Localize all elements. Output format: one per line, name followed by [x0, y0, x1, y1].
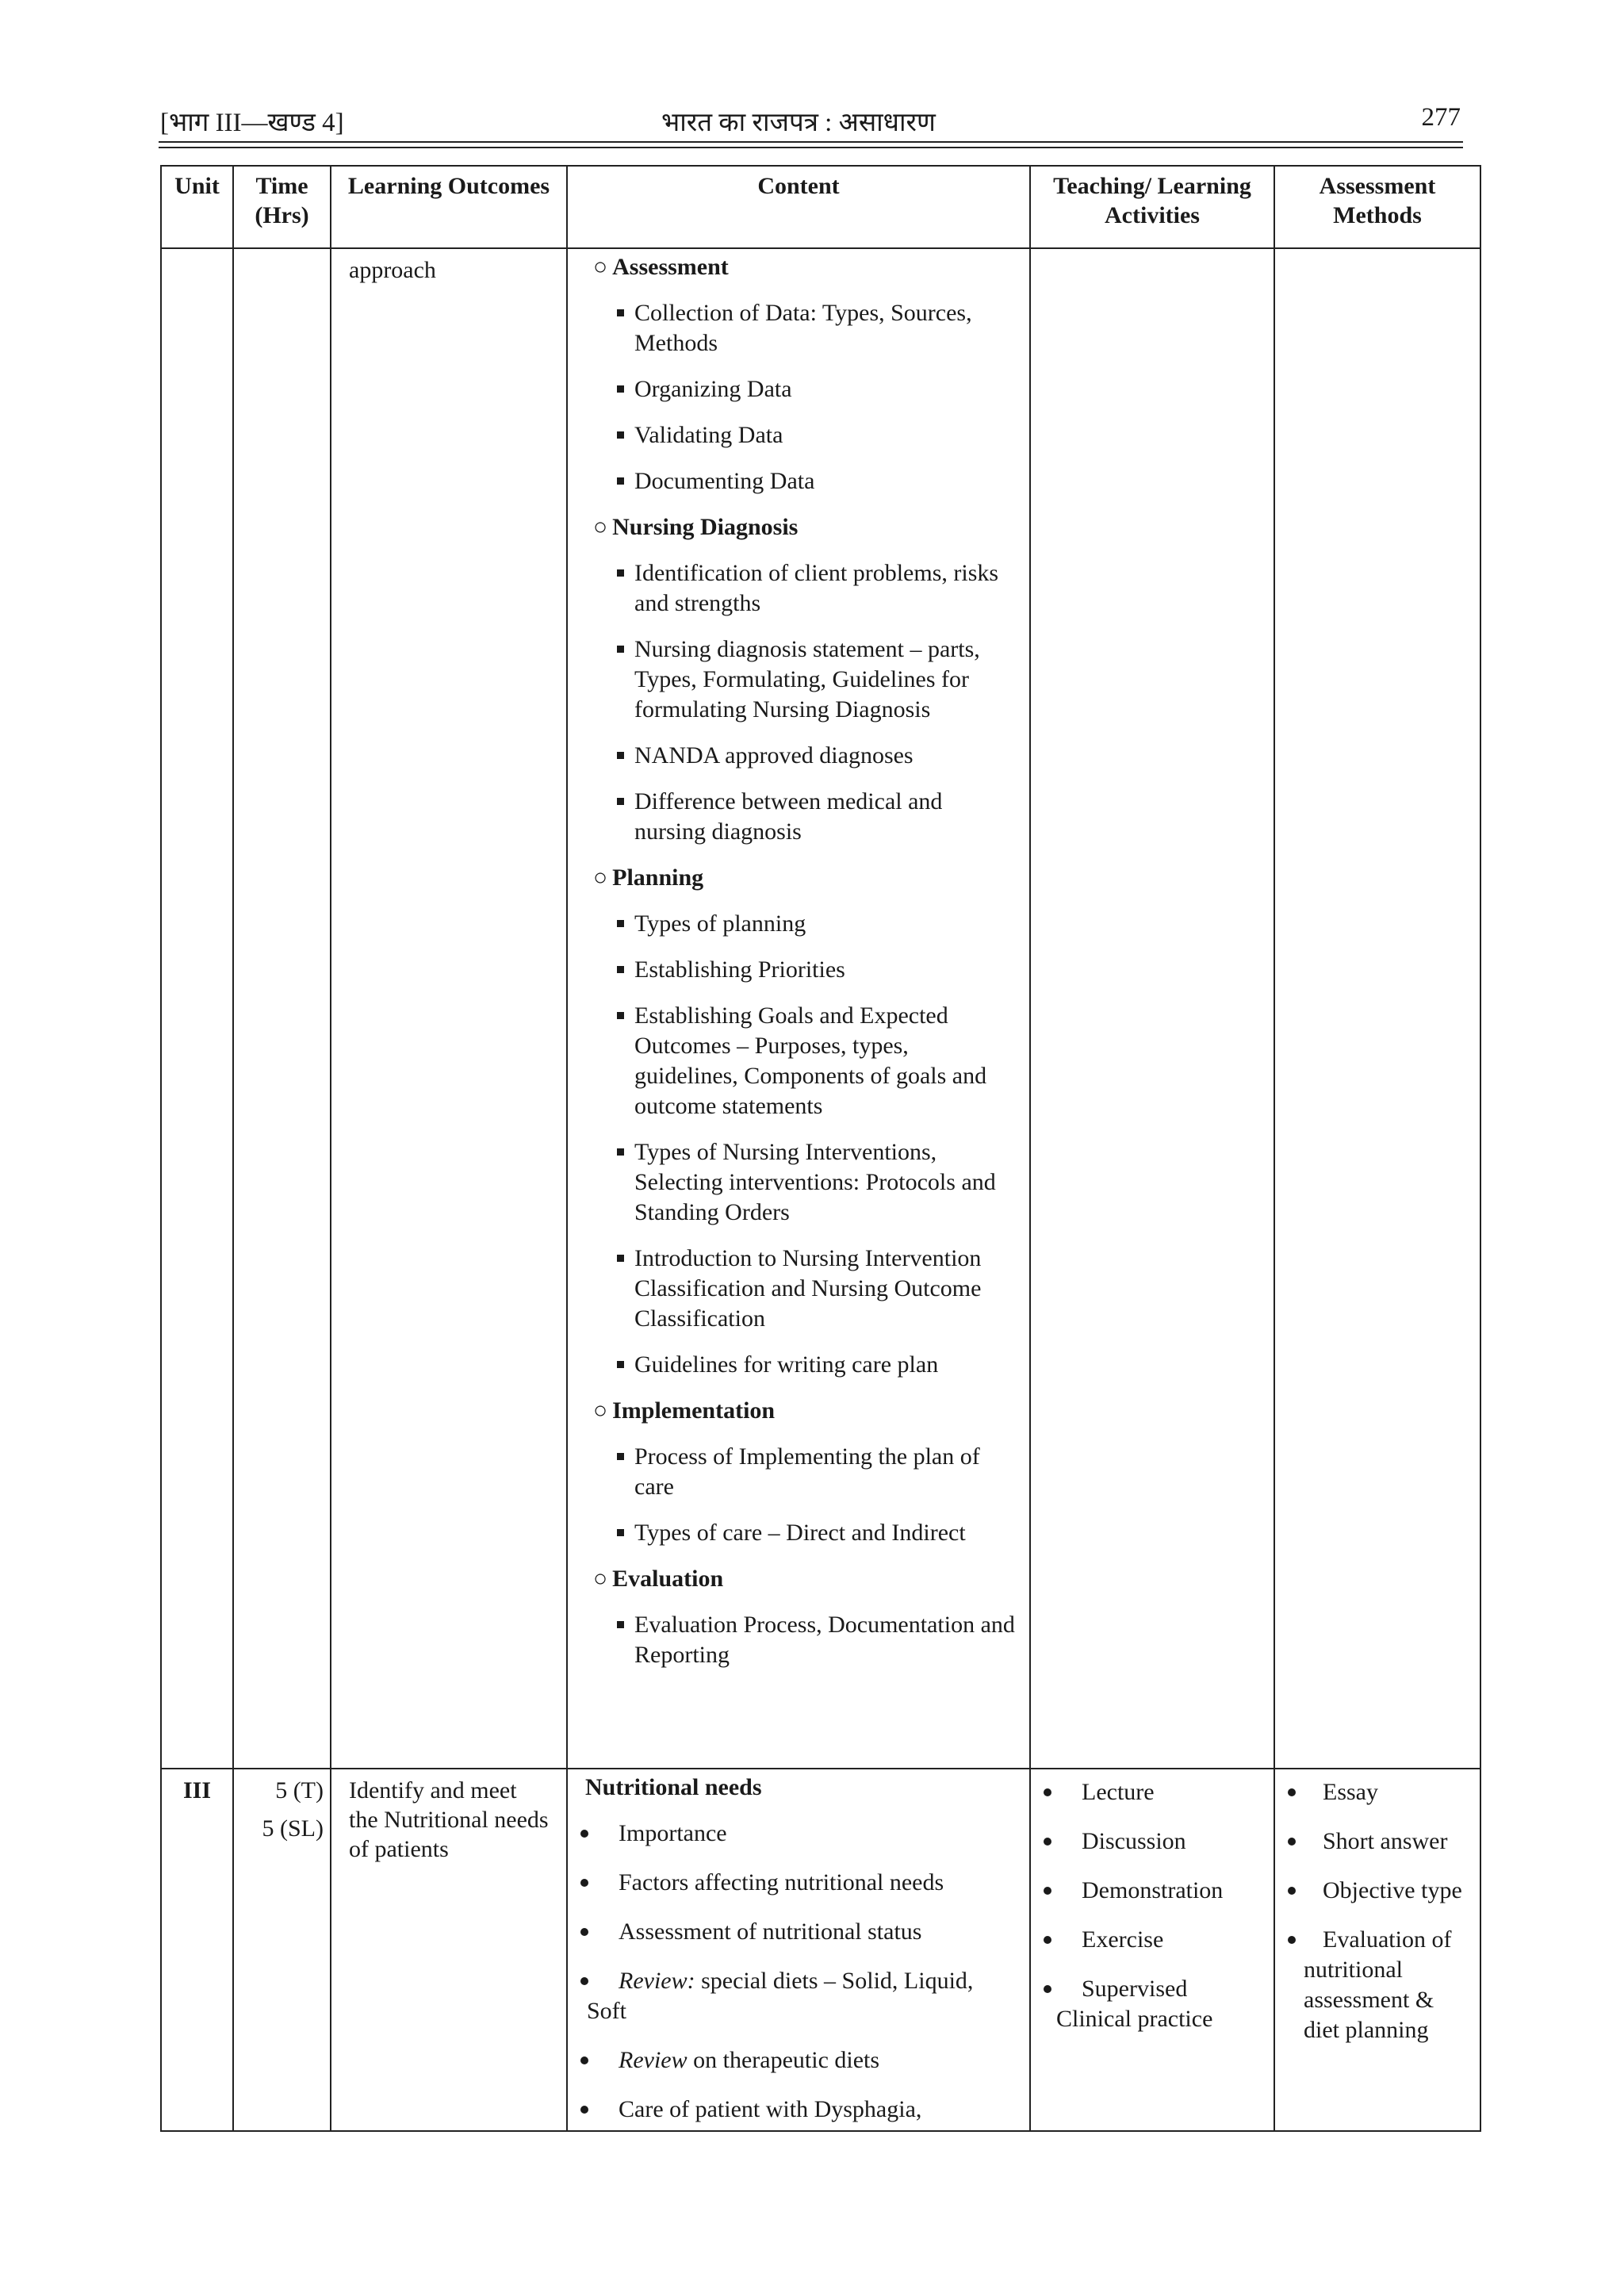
- list-item-text: Lecture: [1082, 1779, 1155, 1805]
- list-item: [574, 1966, 1015, 2026]
- review-text: on therapeutic diets: [687, 2047, 880, 2073]
- col-header-assessment-line1: Assessment: [1319, 173, 1436, 199]
- bullet-dot-icon: [1044, 1838, 1051, 1846]
- list-item: [585, 1610, 1015, 1670]
- list-item: [585, 955, 1015, 985]
- list-item-text: Essay: [1323, 1779, 1378, 1805]
- circle-bullet-icon: ○: [593, 1397, 608, 1424]
- review-text-continued: Soft: [587, 1998, 627, 2024]
- col-header-activities: [1030, 166, 1274, 248]
- square-bullet-icon: [617, 1012, 624, 1019]
- circle-bullet-icon: ○: [593, 1566, 608, 1592]
- list-item: [585, 558, 1015, 619]
- list-item: [585, 1001, 1015, 1121]
- list-item: [585, 298, 1015, 358]
- list-item-text: Process of Implementing the plan of care: [634, 1443, 980, 1500]
- list-item-text: Guidelines for writing care plan: [634, 1351, 939, 1378]
- list-item-text: Identification of client problems, risks and strengths: [634, 560, 999, 616]
- cell-unit-empty: [161, 248, 233, 1769]
- bullet-dot-icon: [1288, 1838, 1296, 1846]
- list-item-text: Collection of Data: Types, Sources, Methods: [634, 300, 972, 356]
- square-bullet-icon: [617, 798, 624, 805]
- cell-unit: III: [161, 1769, 233, 2131]
- square-bullet-icon: [617, 309, 624, 316]
- cell-activities: [1030, 1769, 1274, 2131]
- review-label: Review: [619, 2047, 688, 2073]
- bullet-dot-icon: [1044, 1788, 1051, 1796]
- section-title: Evaluation: [612, 1566, 724, 1592]
- square-bullet-icon: [617, 569, 624, 577]
- cell-content-nursing-process: [567, 248, 1030, 1769]
- list-item-text: Assessment of nutritional status: [619, 1918, 922, 1945]
- list-item: [574, 2095, 1015, 2125]
- cell-content-nutrition: [567, 1769, 1030, 2131]
- list-item-text: Types of care – Direct and Indirect: [634, 1520, 966, 1546]
- bullet-dot-icon: [580, 1928, 588, 1936]
- bullet-dot-icon: [580, 1977, 588, 1985]
- list-item-text: Introduction to Nursing Intervention Classification and Nursing Outcome Classification: [634, 1245, 982, 1332]
- time-skill-lab: 5 (SL): [262, 1815, 324, 1842]
- list-item: [1037, 1777, 1267, 1807]
- list-item-text: Types of Nursing Interventions, Selecting interventions: Protocols and Standing Orders: [634, 1139, 996, 1225]
- list-item-text: NANDA approved diagnoses: [634, 742, 914, 769]
- col-header-content: Content: [567, 166, 1030, 248]
- bullet-dot-icon: [580, 1830, 588, 1838]
- list-item-text: Objective type: [1323, 1877, 1462, 1903]
- list-item-text: Establishing Goals and Expected Outcomes – Purposes, types, guidelines, Components of goals and outcome statements: [634, 1002, 987, 1119]
- list-item: [585, 420, 1015, 450]
- activities-text-continued: Clinical practice: [1056, 2006, 1213, 2032]
- square-bullet-icon: [617, 477, 624, 485]
- list-item-text: Validating Data: [634, 422, 783, 448]
- table-header-row: [161, 166, 1480, 248]
- list-item-text: Types of planning: [634, 910, 806, 937]
- list-item: [585, 634, 1015, 725]
- circle-bullet-icon: ○: [593, 514, 608, 540]
- square-bullet-icon: [617, 1621, 624, 1628]
- content-title: Nutritional needs: [585, 1774, 762, 1800]
- list-item: [585, 787, 1015, 847]
- section-title: Assessment: [612, 254, 729, 280]
- col-header-time-line1: Time: [255, 173, 308, 199]
- list-item: [585, 741, 1015, 771]
- list-item: [585, 909, 1015, 939]
- bullet-dot-icon: [580, 1879, 588, 1887]
- bullet-dot-icon: [1044, 1936, 1051, 1944]
- bullet-dot-icon: [1044, 1887, 1051, 1895]
- list-item-text: Documenting Data: [634, 468, 815, 494]
- list-item: [585, 1442, 1015, 1502]
- page-header: [160, 98, 1461, 138]
- list-item: [574, 2045, 1015, 2076]
- list-item: [1037, 1974, 1267, 2004]
- square-bullet-icon: [617, 752, 624, 759]
- list-item-text: Evaluation Process, Documentation and Reporting: [634, 1612, 1015, 1668]
- square-bullet-icon: [617, 1529, 624, 1536]
- list-item: [574, 1868, 1015, 1898]
- list-item: [1281, 1876, 1473, 1906]
- square-bullet-icon: [617, 920, 624, 927]
- assessment-list: [1281, 1777, 1473, 1955]
- bullet-dot-icon: [580, 2106, 588, 2114]
- square-bullet-icon: [617, 1361, 624, 1368]
- list-item: [1281, 1826, 1473, 1857]
- square-bullet-icon: [617, 1255, 624, 1262]
- section-title: Implementation: [612, 1397, 776, 1424]
- square-bullet-icon: [617, 1148, 624, 1156]
- list-item-text: Establishing Priorities: [634, 956, 845, 983]
- content-sections: [585, 252, 1015, 1670]
- col-header-activities-line2: Activities: [1105, 202, 1200, 228]
- list-item: [1037, 1876, 1267, 1906]
- bullet-dot-icon: [1288, 1936, 1296, 1944]
- section-title: Nursing Diagnosis: [612, 514, 799, 540]
- cell-time-empty: [233, 248, 331, 1769]
- section-heading: [593, 252, 1015, 282]
- circle-bullet-icon: ○: [593, 864, 608, 891]
- col-header-activities-line1: Teaching/ Learning: [1053, 173, 1251, 199]
- list-item: [1281, 1925, 1473, 1955]
- review-label: Review:: [619, 1968, 695, 1994]
- list-item: [585, 1350, 1015, 1380]
- square-bullet-icon: [617, 1453, 624, 1460]
- list-item: [585, 1518, 1015, 1548]
- list-item: [574, 1819, 1015, 1849]
- list-item-text: Evaluation of: [1323, 1926, 1452, 1953]
- list-item-text: Organizing Data: [634, 376, 792, 402]
- header-rule-bottom: [159, 147, 1463, 148]
- table-row: [161, 248, 1480, 1769]
- cell-learning-outcome: Identify and meet the Nutritional needs of patients: [331, 1769, 567, 2131]
- list-item: [585, 1137, 1015, 1228]
- section-heading: [593, 863, 1015, 893]
- col-header-assessment: [1274, 166, 1480, 248]
- review-text: special diets – Solid, Liquid,: [695, 1968, 974, 1994]
- content-list: [574, 1819, 1015, 1947]
- cell-learning-outcome: approach: [331, 248, 567, 1769]
- col-header-learning-outcomes: Learning Outcomes: [331, 166, 567, 248]
- list-item-text: Factors affecting nutritional needs: [619, 1869, 944, 1895]
- assessment-text-continued: nutritional assessment & diet planning: [1304, 1957, 1434, 2043]
- bullet-dot-icon: [1288, 1788, 1296, 1796]
- col-header-time: [233, 166, 331, 248]
- cell-assessment: [1274, 1769, 1480, 2131]
- col-header-time-line2: (Hrs): [255, 202, 309, 228]
- list-item-text: Discussion: [1082, 1828, 1186, 1854]
- bullet-dot-icon: [580, 2056, 588, 2064]
- list-item: [1281, 1777, 1473, 1807]
- time-theory: 5 (T): [275, 1777, 324, 1803]
- section-heading: [593, 1396, 1015, 1426]
- cell-activities-empty: [1030, 248, 1274, 1769]
- cell-time: [233, 1769, 331, 2131]
- list-item: [1037, 1826, 1267, 1857]
- list-item-text: Difference between medical and nursing diagnosis: [634, 788, 943, 845]
- table-row: [161, 1769, 1480, 2131]
- list-item: [1037, 1925, 1267, 1955]
- list-item: [574, 1917, 1015, 1947]
- section-heading: [593, 512, 1015, 542]
- syllabus-table: [160, 165, 1481, 2132]
- section-heading: [593, 1564, 1015, 1594]
- list-item-text: Exercise: [1082, 1926, 1164, 1953]
- section-title: Planning: [612, 864, 704, 891]
- col-header-assessment-line2: Methods: [1333, 202, 1422, 228]
- square-bullet-icon: [617, 431, 624, 439]
- square-bullet-icon: [617, 646, 624, 653]
- header-part-section: [भाग III—खण्ड 4]: [160, 109, 344, 137]
- list-item-text: Demonstration: [1082, 1877, 1224, 1903]
- col-header-unit: Unit: [161, 166, 233, 248]
- list-item-text: Care of patient with Dysphagia,: [619, 2096, 922, 2122]
- cell-assessment-empty: [1274, 248, 1480, 1769]
- bullet-dot-icon: [1288, 1887, 1296, 1895]
- header-rule-top: [159, 141, 1463, 143]
- circle-bullet-icon: ○: [593, 254, 608, 280]
- list-item: [585, 1244, 1015, 1334]
- bullet-dot-icon: [1044, 1985, 1051, 1993]
- list-item-text: Short answer: [1323, 1828, 1448, 1854]
- list-item-text: Nursing diagnosis statement – parts, Types, Formulating, Guidelines for formulating Nursing Diagnosis: [634, 636, 980, 723]
- square-bullet-icon: [617, 385, 624, 393]
- list-item-text: Importance: [619, 1820, 727, 1846]
- list-item: [585, 466, 1015, 496]
- header-page-number: 277: [1421, 103, 1461, 132]
- activities-list: [1037, 1777, 1267, 2004]
- header-gazette-title: भारत का राजपत्र : असाधारण: [661, 109, 936, 137]
- list-item: [585, 374, 1015, 404]
- square-bullet-icon: [617, 966, 624, 973]
- list-item-text: Supervised: [1082, 1976, 1188, 2002]
